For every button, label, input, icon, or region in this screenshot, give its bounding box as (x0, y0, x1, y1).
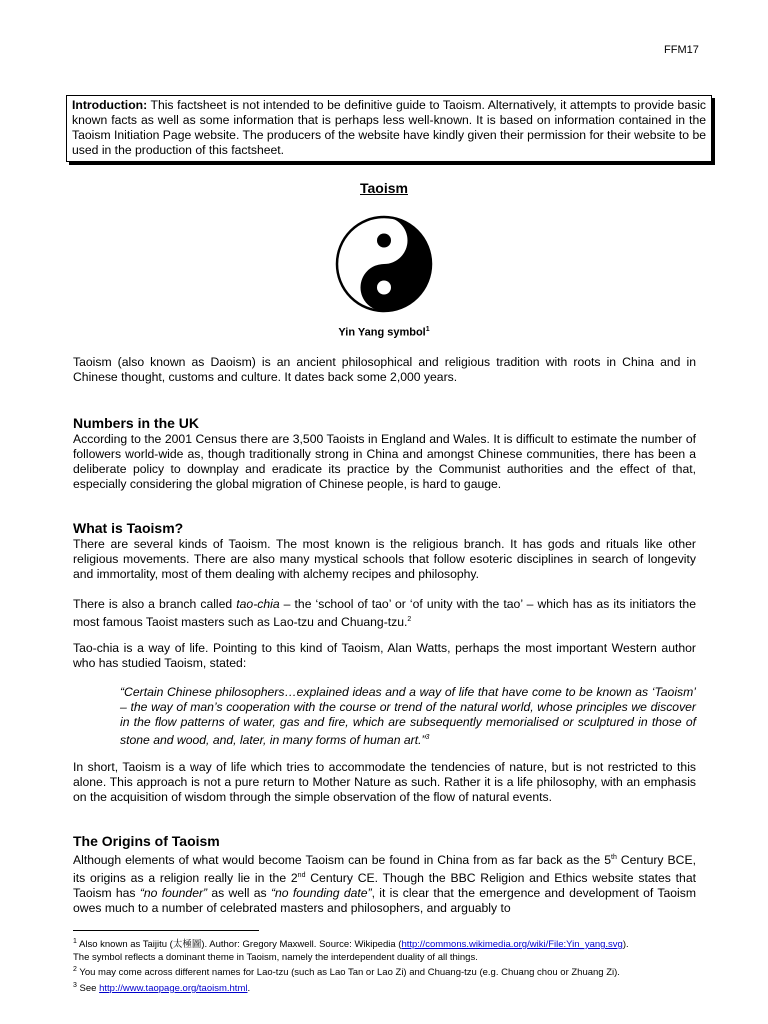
what-paragraph-4: In short, Taoism is a way of life which tries to accommodate the tendencies of nature, but is not restricted to this alone. This approach is not a pure return to Mother Nature as such. Rather it is a life philosophy, with an emphasis on the acquisition of wisdom through the simple observation of the flow of natural events. (73, 760, 696, 804)
what-paragraph-2: There is also a branch called tao-chia – the ‘school of tao’ or ‘of unity with the tao’ – which has as its initiators the most famous Taoist masters such as Lao-tzu and Chuang-tzu.$^2$ (73, 597, 696, 630)
page-code: FFM17 (664, 44, 699, 56)
numbers-text: According to the 2001 Census there are 3,500 Taoists in England and Wales. It is difficult to estimate the number of followers world-wide as, though traditionally strong in China and amongst Chinese communities, there has been a deliberate policy to downplay and eradicate its practice by the Communist authorities and the effect of that, especially considering the global migration of Chinese people, is hard to gauge. (73, 432, 696, 491)
wikimedia-link[interactable]: http://commons.wikimedia.org/wiki/File:Yin_yang.svg (401, 939, 623, 951)
introduction-box (66, 95, 712, 162)
what-paragraph-1: There are several kinds of Taoism. The most known is the religious branch. It has gods and rituals like other religious movements. There are also many mystical schools that follow esoteric disciplines in search of longevity and immortality, most of them dealing with alchemy recipes and philosophy. (73, 537, 696, 581)
numbers-heading: Numbers in the UK (73, 415, 200, 431)
footnote-ref-1[interactable]: 1 (425, 326, 430, 333)
yin-yang-icon (334, 214, 434, 314)
footnote-ref-3[interactable]: 3 (425, 734, 430, 741)
footnotes (73, 936, 713, 995)
footnote-3: $^3$ See http://www.taopage.org/taoism.html. (73, 981, 251, 994)
footnote-ref-2[interactable]: 2 (407, 616, 412, 623)
figure-caption: Yin Yang symbol$^1$ (338, 326, 430, 339)
origins-section (73, 832, 696, 916)
what-paragraph-3: Tao-chia is a way of life. Pointing to this kind of Taoism, Alan Watts, perhaps the most important Western author who has studied Taoism, stated: (73, 641, 696, 670)
footnote-divider (73, 930, 259, 931)
footnote-1: $^1$ Also known as Taijitu (太極圖). Author: Gregory Maxwell. Source: Wikipedia (http://commons.wikimedia.org/wiki/File:Yin_yang.svg). (73, 938, 629, 951)
origins-heading: The Origins of Taoism (73, 833, 220, 849)
numbers-section (73, 414, 696, 492)
introduction-text: This factsheet is not intended to be definitive guide to Taoism. Alternatively, it attempts to provide basic known facts as well as some information that is perhaps less well-known. It is based on information contained in the Taoism Initiation Page website. The producers of the website have kindly given their permission for their website to be used in the production of this factsheet. (72, 98, 706, 157)
taopage-link[interactable]: http://www.taopage.org/taoism.html (99, 982, 248, 994)
introduction-label: Introduction: (72, 98, 148, 112)
what-heading: What is Taoism? (73, 520, 184, 536)
alan-watts-quote: “Certain Chinese philosophers…explained ideas and a way of life that have come to be known as ‘Taoism’ – the way of man’s cooperation with the course or trend of the natural world, whose principles we discover in the flow patterns of water, gas and fire, which are subsequently memorialised or sculptured in those of stone and wood, and, later, in many forms of human art.”$^3$ (120, 685, 696, 748)
what-section (73, 519, 696, 582)
intro-paragraph: Taoism (also known as Daoism) is an ancient philosophical and religious tradition with roots in China and in Chinese thought, customs and culture. It dates back some 2,000 years. (73, 355, 696, 384)
footnote-2: $^2$ You may come across different names for Lao-tzu (such as Lao Tan or Lao Zi) and Chuang-tzu (e.g. Chuang chou or Zhuang Zi). (73, 966, 620, 979)
page-title: Taoism (360, 180, 408, 196)
origins-text: Although elements of what would become Taoism can be found in China from as far back as the 5th Century BCE, its origins as a religion really lie in the 2nd Century CE. Though the BBC Religion and Ethics website states that Taoism has “no founder” as well as “no founding date”, it is clear that the emergence and development of Taoism owes much to a number of celebrated masters and philosophers, and arguably to (73, 853, 696, 916)
footnote-1-note: The symbol reflects a dominant theme in Taoism, namely the interdependent duality of all things. (73, 951, 478, 963)
